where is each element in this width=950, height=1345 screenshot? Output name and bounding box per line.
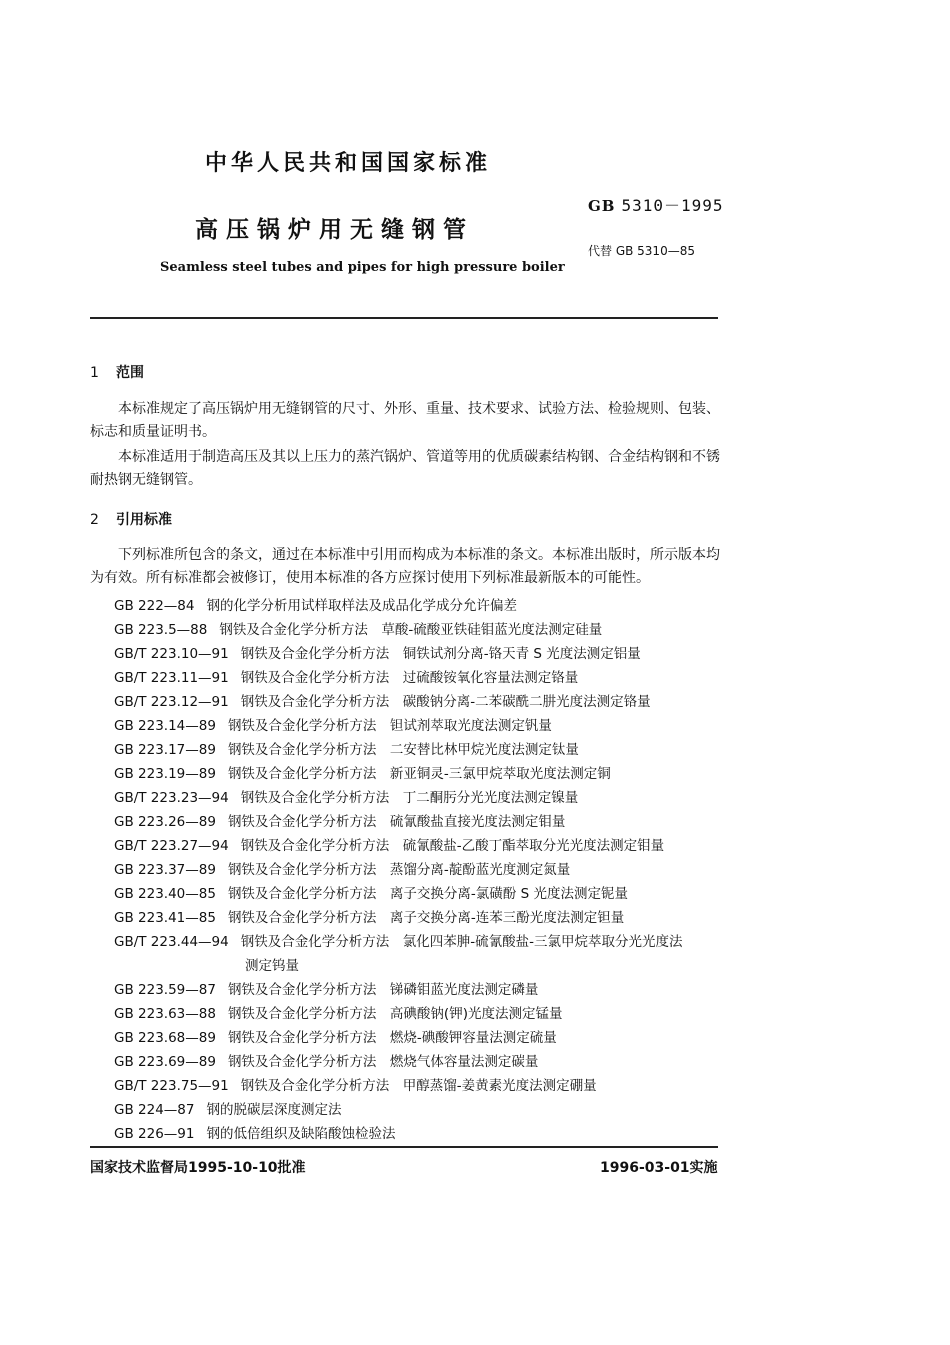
reference-item: GB 223.68—89 钢铁及合金化学分析方法 燃烧-碘酸钾容量法测定硫量 bbox=[114, 1030, 557, 1046]
reference-item: GB 223.59—87 钢铁及合金化学分析方法 锑磷钼蓝光度法测定磷量 bbox=[114, 982, 539, 998]
reference-item: GB/T 223.44—94 钢铁及合金化学分析方法 氯化四苯胂-硫氰酸盐-三氯甲烷萃取分光光度法 bbox=[114, 934, 683, 950]
reference-item: GB 223.40—85 钢铁及合金化学分析方法 离子交换分离-氯磺酚 S 光度法测定铌量 bbox=[114, 886, 628, 902]
reference-item: GB 223.5—88 钢铁及合金化学分析方法 草酸-硫酸亚铁硅钼蓝光度法测定硅量 bbox=[114, 622, 603, 638]
section-number: 2 bbox=[90, 512, 99, 528]
reference-item: GB 223.19—89 钢铁及合金化学分析方法 新亚铜灵-三氯甲烷萃取光度法测定铜 bbox=[114, 766, 611, 782]
standard-number-value: 5310－1995 bbox=[621, 196, 724, 215]
reference-item: GB/T 223.11—91 钢铁及合金化学分析方法 过硫酸铵氧化容量法测定铬量 bbox=[114, 670, 579, 686]
reference-item: GB/T 223.10—91 钢铁及合金化学分析方法 铜铁试剂分离-铬天青 S 光度法测定铝量 bbox=[114, 646, 641, 662]
scope-paragraph-2: 本标准适用于制造高压及其以上压力的蒸汽锅炉、管道等用的优质碳素结构钢、合金结构钢和不锈耐热钢无缝钢管。 bbox=[90, 449, 720, 488]
header-divider bbox=[90, 317, 718, 319]
issuing-country-title: 中华人民共和国国家标准 bbox=[205, 151, 492, 176]
approval-date: 国家技术监督局1995-10-10批准 bbox=[90, 1160, 306, 1176]
reference-item: GB 224—87 钢的脱碳层深度测定法 bbox=[114, 1102, 342, 1118]
document-title-en: Seamless steel tubes and pipes for high pressure boiler bbox=[160, 260, 565, 275]
reference-item: GB 223.14—89 钢铁及合金化学分析方法 钽试剂萃取光度法测定钒量 bbox=[114, 718, 552, 734]
reference-item-continuation: 测定钨量 bbox=[245, 958, 299, 974]
reference-item: GB 223.17—89 钢铁及合金化学分析方法 二安替比林甲烷光度法测定钛量 bbox=[114, 742, 579, 758]
reference-item: GB 223.37—89 钢铁及合金化学分析方法 蒸馏分离-靛酚蓝光度测定氮量 bbox=[114, 862, 571, 878]
reference-item: GB 223.69—89 钢铁及合金化学分析方法 燃烧气体容量法测定碳量 bbox=[114, 1054, 539, 1070]
reference-item: GB/T 223.12—91 钢铁及合金化学分析方法 碳酸钠分离-二苯碳酰二肼光度法测定铬量 bbox=[114, 694, 651, 710]
reference-item: GB/T 223.75—91 钢铁及合金化学分析方法 甲醇蒸馏-姜黄素光度法测定硼量 bbox=[114, 1078, 597, 1094]
footer-divider bbox=[90, 1146, 718, 1148]
reference-item: GB 222—84 钢的化学分析用试样取样法及成品化学成分允许偏差 bbox=[114, 598, 517, 614]
reference-item: GB 223.63—88 钢铁及合金化学分析方法 高碘酸钠(钾)光度法测定锰量 bbox=[114, 1006, 563, 1022]
section-title: 引用标准 bbox=[116, 512, 172, 528]
reference-item: GB 223.41—85 钢铁及合金化学分析方法 离子交换分离-连苯三酚光度法测定钽量 bbox=[114, 910, 625, 926]
references-intro: 下列标准所包含的条文，通过在本标准中引用而构成为本标准的条文。本标准出版时，所示版本均为有效。所有标准都会被修订，使用本标准的各方应探讨使用下列标准最新版本的可能性。 bbox=[90, 547, 720, 586]
scope-paragraph-1: 本标准规定了高压锅炉用无缝钢管的尺寸、外形、重量、技术要求、试验方法、检验规则、包装、标志和质量证明书。 bbox=[90, 401, 720, 440]
reference-item: GB/T 223.27—94 钢铁及合金化学分析方法 硫氰酸盐-乙酸丁酯萃取分光光度法测定钼量 bbox=[114, 838, 665, 854]
standard-number bbox=[588, 193, 724, 216]
replaces-standard: 代替 GB 5310—85 bbox=[588, 244, 695, 258]
reference-item: GB 223.26—89 钢铁及合金化学分析方法 硫氰酸盐直接光度法测定钼量 bbox=[114, 814, 566, 830]
section-title: 范围 bbox=[116, 365, 144, 381]
section-number: 1 bbox=[90, 365, 99, 381]
reference-item: GB 226—91 钢的低倍组织及缺陷酸蚀检验法 bbox=[114, 1126, 396, 1142]
standard-prefix: GB bbox=[588, 197, 616, 215]
section-heading-scope bbox=[90, 362, 144, 382]
section-heading-references bbox=[90, 509, 172, 529]
effective-date: 1996-03-01实施 bbox=[600, 1160, 718, 1176]
document-title-cn: 高压锅炉用无缝钢管 bbox=[195, 217, 474, 243]
reference-item: GB/T 223.23—94 钢铁及合金化学分析方法 丁二酮肟分光光度法测定镍量 bbox=[114, 790, 579, 806]
